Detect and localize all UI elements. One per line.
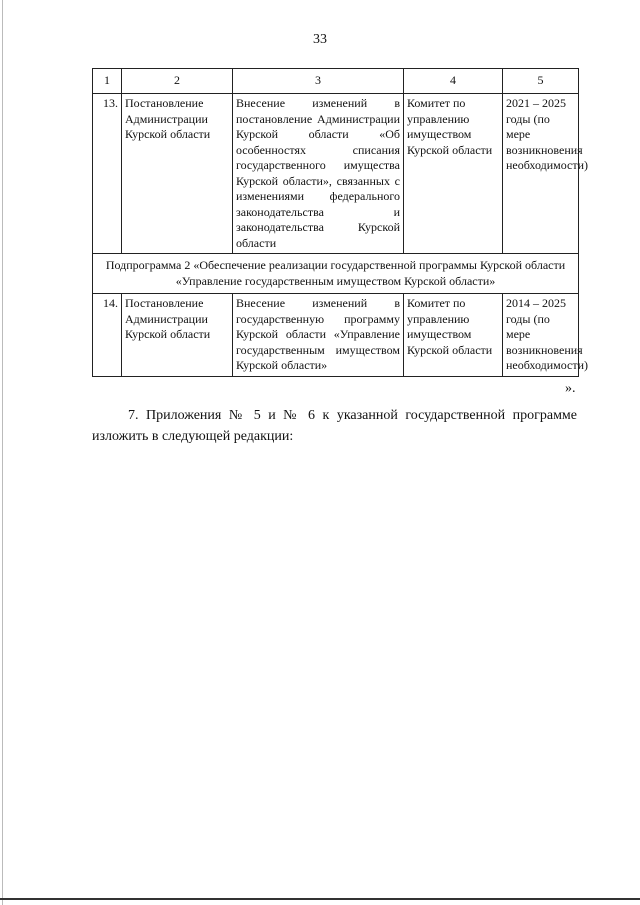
implementation-term: 2014 – 2025 годы (по мере возникновения необходимости) xyxy=(503,294,579,377)
header-col-2: 2 xyxy=(122,69,233,94)
scan-edge-line xyxy=(2,0,3,905)
header-col-4: 4 xyxy=(404,69,503,94)
measures-table xyxy=(92,68,589,377)
measure-description: Внесение изменений в государственную программу Курской области «Управление государственным имуществом Курской области» xyxy=(233,294,404,377)
subprogram-row xyxy=(93,254,579,294)
header-col-1: 1 xyxy=(93,69,122,94)
responsible-body: Комитет по управлению имуществом Курской области xyxy=(404,294,503,377)
implementation-term: 2021 – 2025 годы (по мере возникновения необходимости) xyxy=(503,94,579,254)
paragraph-7: 7. Приложения № 5 и № 6 к указанной государственной программе изложить в следующей редакции: xyxy=(92,408,577,444)
scan-bottom-edge xyxy=(0,898,640,900)
table-row xyxy=(93,94,579,254)
measure-description: Внесение изменений в постановление Администрации Курской области «Об особенностях списания государственного имущества Курской области», связанных с изменениями федерального законодательства и законодательства Курской области xyxy=(233,94,404,254)
page-number: 33 xyxy=(313,32,327,47)
document-type: Постановление Администрации Курской области xyxy=(122,294,233,377)
subprogram-title: Подпрограмма 2 «Обеспечение реализации государственной программы Курской области «Управление государственным имуществом Курской области» xyxy=(93,254,579,294)
table-row xyxy=(93,294,579,377)
row-number: 14. xyxy=(93,294,122,377)
row-number: 13. xyxy=(93,94,122,254)
header-col-5: 5 xyxy=(503,69,579,94)
header-col-3: 3 xyxy=(233,69,404,94)
document-type: Постановление Администрации Курской области xyxy=(122,94,233,254)
table-header-row xyxy=(93,69,579,94)
closing-quote: ». xyxy=(565,381,576,396)
responsible-body: Комитет по управлению имуществом Курской области xyxy=(404,94,503,254)
